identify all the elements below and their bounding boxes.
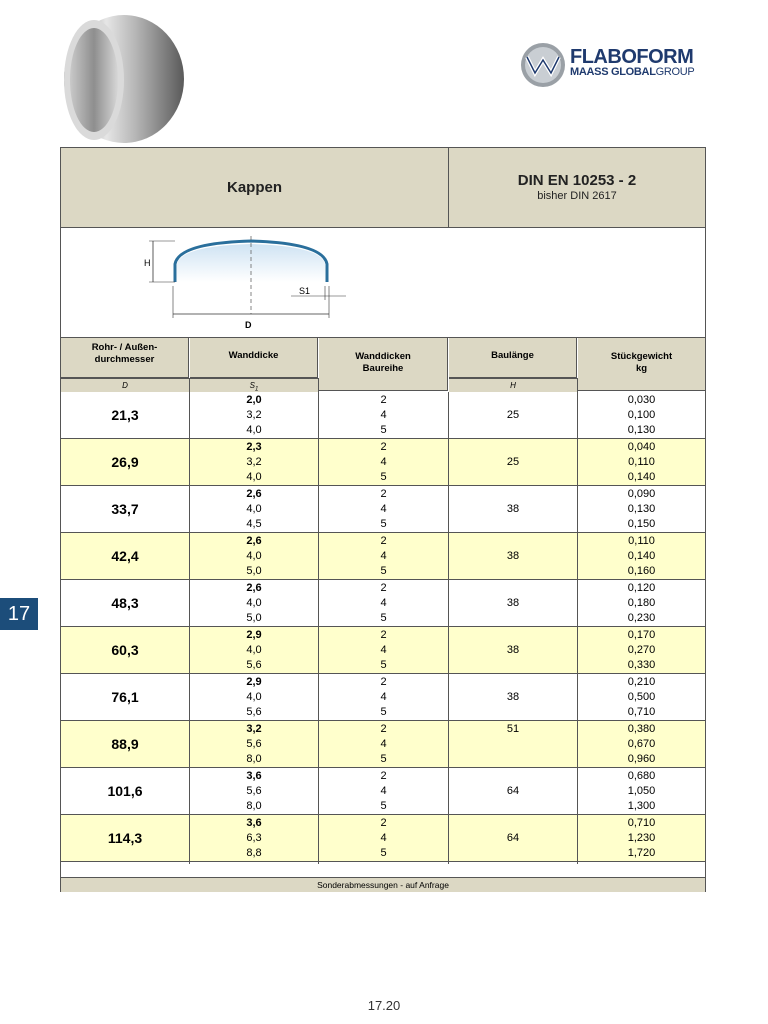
col-header-diameter: Rohr- / Außen- durchmesser bbox=[61, 338, 189, 378]
wall-thickness: 3,2 bbox=[246, 723, 262, 735]
wall-series: 5 bbox=[380, 706, 387, 718]
chapter-tab: 17 bbox=[0, 598, 38, 630]
unit-weight: 0,960 bbox=[627, 753, 656, 765]
unit-weight: 0,100 bbox=[627, 409, 656, 421]
weight-list bbox=[578, 816, 705, 861]
series-list bbox=[319, 440, 448, 485]
drawing-area bbox=[61, 228, 705, 338]
unit-weight: 0,150 bbox=[627, 518, 656, 530]
unit-weight: 0,110 bbox=[628, 535, 655, 547]
standard-note: bisher DIN 2617 bbox=[537, 190, 617, 202]
unit-weight: 0,130 bbox=[627, 424, 656, 436]
table-row bbox=[61, 815, 705, 862]
wall-series: 4 bbox=[380, 785, 387, 797]
table-row bbox=[61, 580, 705, 627]
wall-thickness: 3,2 bbox=[246, 409, 262, 421]
wall-thickness-list bbox=[190, 534, 318, 579]
wall-series: 4 bbox=[380, 691, 387, 703]
wall-series: 2 bbox=[380, 817, 387, 829]
logo-wordmark: FLABOFORM bbox=[570, 46, 694, 68]
wall-thickness: 4,0 bbox=[246, 424, 262, 436]
unit-weight: 0,180 bbox=[627, 597, 656, 609]
product-data-sheet bbox=[60, 147, 706, 892]
wall-series: 4 bbox=[380, 597, 387, 609]
wall-thickness: 8,0 bbox=[246, 800, 262, 812]
drawing-label-d: D bbox=[245, 320, 252, 330]
wall-thickness: 3,6 bbox=[246, 817, 262, 829]
wall-thickness: 3,2 bbox=[246, 456, 262, 468]
wall-thickness: 4,0 bbox=[246, 471, 262, 483]
length-value: 64 bbox=[506, 832, 520, 844]
series-list bbox=[319, 581, 448, 626]
wall-thickness: 2,9 bbox=[246, 676, 262, 688]
wall-series: 4 bbox=[380, 503, 387, 515]
flaboform-logo bbox=[518, 40, 708, 90]
table-row bbox=[61, 768, 705, 815]
wall-thickness: 2,6 bbox=[246, 582, 262, 594]
series-list bbox=[319, 393, 448, 438]
unit-weight: 1,300 bbox=[627, 800, 656, 812]
table-row bbox=[61, 439, 705, 486]
unit-weight: 1,720 bbox=[627, 847, 656, 859]
unit-weight: 1,230 bbox=[627, 832, 656, 844]
wall-thickness: 4,0 bbox=[246, 597, 262, 609]
unit-weight: 0,680 bbox=[627, 770, 656, 782]
wall-thickness-list bbox=[190, 628, 318, 673]
table-row bbox=[61, 533, 705, 580]
table-row bbox=[61, 486, 705, 533]
weight-list bbox=[578, 534, 705, 579]
wall-thickness: 5,6 bbox=[246, 659, 262, 671]
length-value: 51 bbox=[506, 723, 520, 735]
wall-thickness: 5,0 bbox=[246, 612, 262, 624]
length-value: 25 bbox=[506, 409, 520, 421]
weight-list bbox=[578, 581, 705, 626]
wall-thickness-list bbox=[190, 722, 318, 767]
outer-diameter: 76,1 bbox=[111, 689, 139, 705]
unit-weight: 0,500 bbox=[627, 691, 656, 703]
wall-series: 2 bbox=[380, 488, 387, 500]
wall-thickness: 4,5 bbox=[246, 518, 262, 530]
weight-list bbox=[578, 769, 705, 814]
wall-series: 4 bbox=[380, 738, 387, 750]
unit-weight: 0,110 bbox=[628, 456, 655, 468]
series-list bbox=[319, 769, 448, 814]
length-value: 25 bbox=[506, 456, 520, 468]
wall-series: 4 bbox=[380, 832, 387, 844]
wall-series: 2 bbox=[380, 441, 387, 453]
table-row bbox=[61, 392, 705, 439]
wall-thickness-list bbox=[190, 393, 318, 438]
wall-thickness: 5,6 bbox=[246, 785, 262, 797]
unit-weight: 0,140 bbox=[627, 550, 656, 562]
length-value: 38 bbox=[506, 503, 520, 515]
series-list bbox=[319, 487, 448, 532]
wall-thickness-list bbox=[190, 816, 318, 861]
wall-series: 4 bbox=[380, 456, 387, 468]
wall-series: 5 bbox=[380, 800, 387, 812]
table-row bbox=[61, 721, 705, 768]
symbol-length: H bbox=[449, 378, 578, 392]
wall-thickness-list bbox=[190, 675, 318, 720]
unit-weight: 0,670 bbox=[627, 738, 656, 750]
weight-list bbox=[578, 675, 705, 720]
special-dimensions-note: Sonderabmessungen - auf Anfrage bbox=[61, 877, 705, 892]
outer-diameter: 48,3 bbox=[111, 595, 139, 611]
outer-diameter: 60,3 bbox=[111, 642, 139, 658]
unit-weight: 0,160 bbox=[627, 565, 656, 577]
unit-weight: 1,050 bbox=[627, 785, 656, 797]
outer-diameter: 33,7 bbox=[111, 501, 139, 517]
wall-series: 5 bbox=[380, 424, 387, 436]
logo-emblem-icon bbox=[518, 40, 568, 90]
wall-thickness-list bbox=[190, 581, 318, 626]
drawing-label-s1: S1 bbox=[299, 286, 311, 296]
length-value: 38 bbox=[506, 550, 520, 562]
wall-thickness: 6,3 bbox=[246, 832, 262, 844]
wall-series: 4 bbox=[380, 644, 387, 656]
wall-thickness: 5,6 bbox=[246, 706, 262, 718]
weight-list bbox=[578, 487, 705, 532]
wall-thickness: 5,6 bbox=[246, 738, 262, 750]
unit-weight: 0,130 bbox=[627, 503, 656, 515]
symbol-diameter: D bbox=[61, 378, 190, 392]
wall-series: 2 bbox=[380, 582, 387, 594]
wall-series: 5 bbox=[380, 518, 387, 530]
drawing-label-h: H bbox=[144, 258, 151, 268]
col-header-wall: Wanddicke bbox=[190, 338, 318, 378]
unit-weight: 0,210 bbox=[627, 676, 656, 688]
wall-series: 4 bbox=[380, 409, 387, 421]
wall-thickness: 2,9 bbox=[246, 629, 262, 641]
series-list bbox=[319, 722, 448, 767]
length-value: 38 bbox=[506, 691, 520, 703]
wall-thickness-list bbox=[190, 440, 318, 485]
series-list bbox=[319, 628, 448, 673]
symbol-wall: $S_1$ bbox=[190, 378, 319, 392]
wall-series: 2 bbox=[380, 770, 387, 782]
wall-thickness: 3,6 bbox=[246, 770, 262, 782]
series-list bbox=[319, 816, 448, 861]
unit-weight: 0,270 bbox=[627, 644, 656, 656]
wall-thickness-list bbox=[190, 769, 318, 814]
wall-series: 5 bbox=[380, 471, 387, 483]
outer-diameter: 42,4 bbox=[111, 548, 139, 564]
outer-diameter: 21,3 bbox=[111, 407, 139, 423]
standard-title: DIN EN 10253 - 2 bbox=[517, 172, 637, 189]
wall-series: 5 bbox=[380, 565, 387, 577]
cap-technical-drawing bbox=[141, 234, 361, 334]
series-list bbox=[319, 534, 448, 579]
wall-thickness: 2,6 bbox=[246, 535, 262, 547]
wall-series: 2 bbox=[380, 535, 387, 547]
table-row bbox=[61, 627, 705, 674]
col-header-series: Wanddicken Baureihe bbox=[319, 338, 448, 391]
weight-list bbox=[578, 393, 705, 438]
weight-list bbox=[578, 440, 705, 485]
wall-series: 2 bbox=[380, 629, 387, 641]
wall-series: 2 bbox=[380, 723, 387, 735]
unit-weight: 0,710 bbox=[627, 817, 656, 829]
wall-series: 2 bbox=[380, 676, 387, 688]
unit-weight: 0,170 bbox=[627, 629, 656, 641]
length-value: 38 bbox=[506, 597, 520, 609]
weight-list bbox=[578, 722, 705, 767]
logo-group-line: MAASS GLOBALGROUP bbox=[570, 66, 695, 78]
product-title: Kappen bbox=[226, 179, 282, 196]
wall-series: 5 bbox=[380, 659, 387, 671]
outer-diameter: 88,9 bbox=[111, 736, 139, 752]
outer-diameter: 114,3 bbox=[107, 830, 143, 846]
sheet-header bbox=[61, 148, 705, 228]
wall-thickness: 8,8 bbox=[246, 847, 262, 859]
wall-thickness: 8,0 bbox=[246, 753, 262, 765]
wall-series: 2 bbox=[380, 394, 387, 406]
unit-weight: 0,040 bbox=[627, 441, 656, 453]
unit-weight: 0,380 bbox=[627, 723, 656, 735]
wall-series: 4 bbox=[380, 550, 387, 562]
wall-series: 5 bbox=[380, 612, 387, 624]
wall-series: 5 bbox=[380, 847, 387, 859]
col-header-length: Baulänge bbox=[449, 338, 577, 378]
unit-weight: 0,140 bbox=[627, 471, 656, 483]
unit-weight: 0,090 bbox=[627, 488, 656, 500]
unit-weight: 0,230 bbox=[627, 612, 656, 624]
length-value: 64 bbox=[506, 785, 520, 797]
wall-thickness: 4,0 bbox=[246, 550, 262, 562]
unit-weight: 0,030 bbox=[627, 394, 656, 406]
unit-weight: 0,120 bbox=[627, 582, 656, 594]
wall-thickness: 2,6 bbox=[246, 488, 262, 500]
outer-diameter: 26,9 bbox=[111, 454, 139, 470]
wall-thickness-list bbox=[190, 487, 318, 532]
wall-thickness: 2,0 bbox=[246, 394, 262, 406]
wall-thickness: 2,3 bbox=[246, 441, 262, 453]
table-row bbox=[61, 674, 705, 721]
series-list bbox=[319, 675, 448, 720]
page-number: 17.20 bbox=[367, 998, 401, 1013]
col-header-weight: Stückgewicht kg bbox=[578, 338, 705, 391]
wall-series: 5 bbox=[380, 753, 387, 765]
unit-weight: 0,330 bbox=[627, 659, 656, 671]
wall-thickness: 5,0 bbox=[246, 565, 262, 577]
length-value: 38 bbox=[506, 644, 520, 656]
cap-product-photo bbox=[52, 10, 187, 148]
unit-weight: 0,710 bbox=[627, 706, 656, 718]
wall-thickness: 4,0 bbox=[246, 644, 262, 656]
wall-thickness: 4,0 bbox=[246, 691, 262, 703]
outer-diameter: 101,6 bbox=[107, 783, 143, 799]
wall-thickness: 4,0 bbox=[246, 503, 262, 515]
weight-list bbox=[578, 628, 705, 673]
